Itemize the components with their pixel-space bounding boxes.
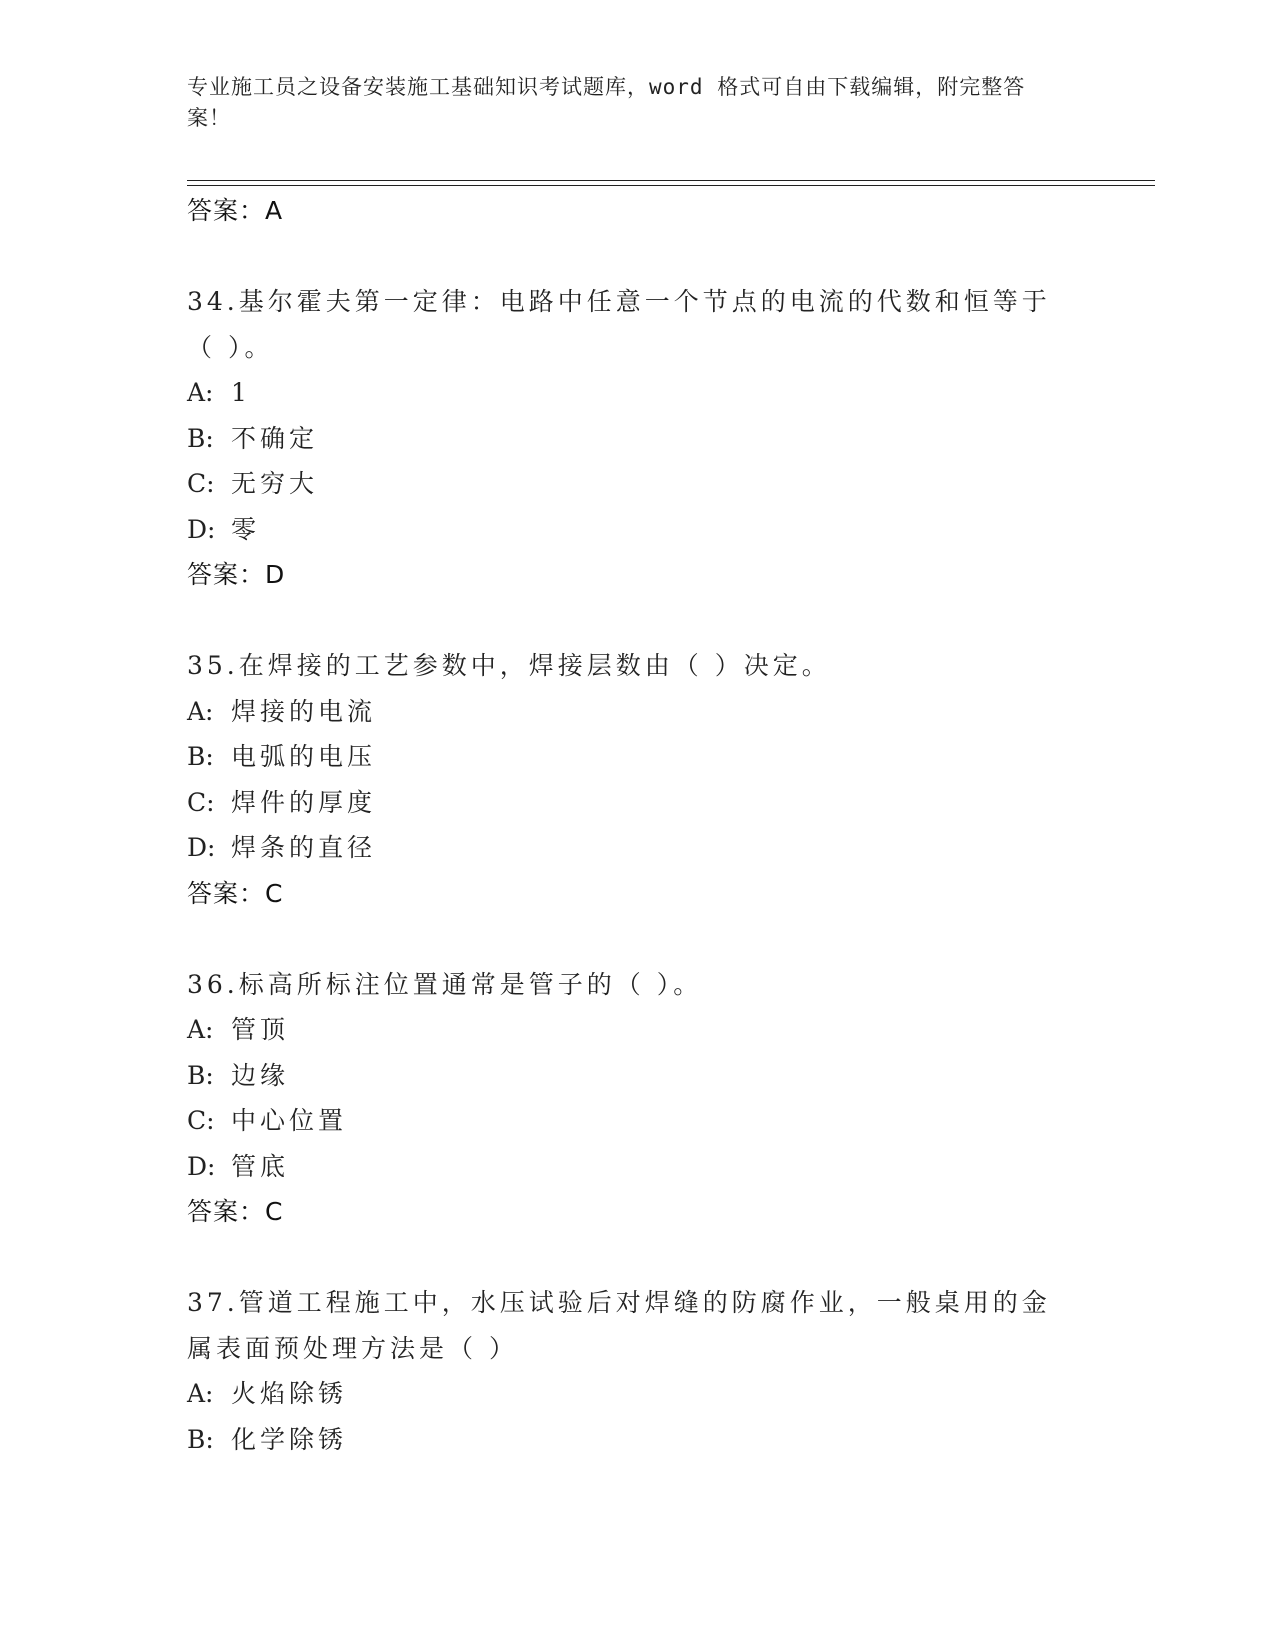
option-key: D: <box>187 514 216 544</box>
document-header: 专业施工员之设备安装施工基础知识考试题库，word 格式可自由下载编辑，附完整答案！ <box>187 75 1026 130</box>
option-key: D: <box>187 1151 216 1181</box>
spacer <box>187 234 1067 280</box>
option-key: B: <box>187 423 214 453</box>
option-d <box>187 825 1067 871</box>
spacer <box>187 916 1067 962</box>
option-key: C: <box>187 787 215 817</box>
header-rule-top <box>187 180 1155 181</box>
option-a <box>187 370 1067 416</box>
option-key: D: <box>187 833 216 862</box>
option-key: A: <box>187 378 214 407</box>
spacer <box>187 1235 1067 1281</box>
option-text: 管顶 <box>231 1015 290 1044</box>
option-key: C: <box>187 469 215 498</box>
option-c <box>187 780 1067 826</box>
question-36-text: 36.标高所标注位置通常是管子的（ ）。 <box>187 969 703 999</box>
option-b <box>187 1053 1067 1099</box>
option-text: 焊条的直径 <box>231 833 377 862</box>
option-d <box>187 507 1067 553</box>
option-c <box>187 1098 1067 1144</box>
option-key: B: <box>187 1060 214 1090</box>
option-text: 化学除锈 <box>231 1424 348 1454</box>
option-key: C: <box>187 1106 215 1135</box>
answer-line: 答案：D <box>187 560 286 589</box>
question-list <box>187 188 1067 1462</box>
spacer <box>187 598 1067 644</box>
answer-line: 答案：C <box>187 1197 284 1226</box>
option-key: B: <box>187 742 214 771</box>
option-text: 管底 <box>231 1151 290 1181</box>
option-a <box>187 1007 1067 1053</box>
question-37-text: 37.管道工程施工中，水压试验后对焊缝的防腐作业，一般桌用的金属表面预处理方法是（ ） <box>187 1288 1051 1363</box>
option-text: 电弧的电压 <box>231 742 377 771</box>
option-key: A: <box>187 696 214 726</box>
option-a <box>187 1371 1067 1417</box>
answer-line: 答案：A <box>187 196 284 225</box>
option-text: 火焰除锈 <box>231 1379 348 1408</box>
option-text: 中心位置 <box>231 1106 348 1135</box>
option-key: B: <box>187 1424 214 1454</box>
option-text: 无穷大 <box>231 469 319 498</box>
option-a <box>187 689 1067 735</box>
option-b <box>187 1417 1067 1463</box>
option-b <box>187 416 1067 462</box>
option-text: 焊件的厚度 <box>231 787 377 817</box>
option-b <box>187 734 1067 780</box>
option-c <box>187 461 1067 507</box>
question-35-text: 35.在焊接的工艺参数中，焊接层数由（ ）决定。 <box>187 651 831 680</box>
option-text: 零 <box>231 514 261 544</box>
question-34-text: 34.基尔霍夫第一定律：电路中任意一个节点的电流的代数和恒等于（ ）。 <box>187 287 1051 362</box>
option-key: A: <box>187 1379 214 1408</box>
option-text: 焊接的电流 <box>231 696 377 726</box>
option-text: 边缘 <box>231 1060 290 1090</box>
option-text: 不确定 <box>231 423 319 453</box>
answer-line: 答案：C <box>187 878 284 908</box>
option-key: A: <box>187 1015 214 1044</box>
option-text: 1 <box>231 378 251 407</box>
option-d <box>187 1144 1067 1190</box>
header-rule-bottom <box>187 185 1155 186</box>
